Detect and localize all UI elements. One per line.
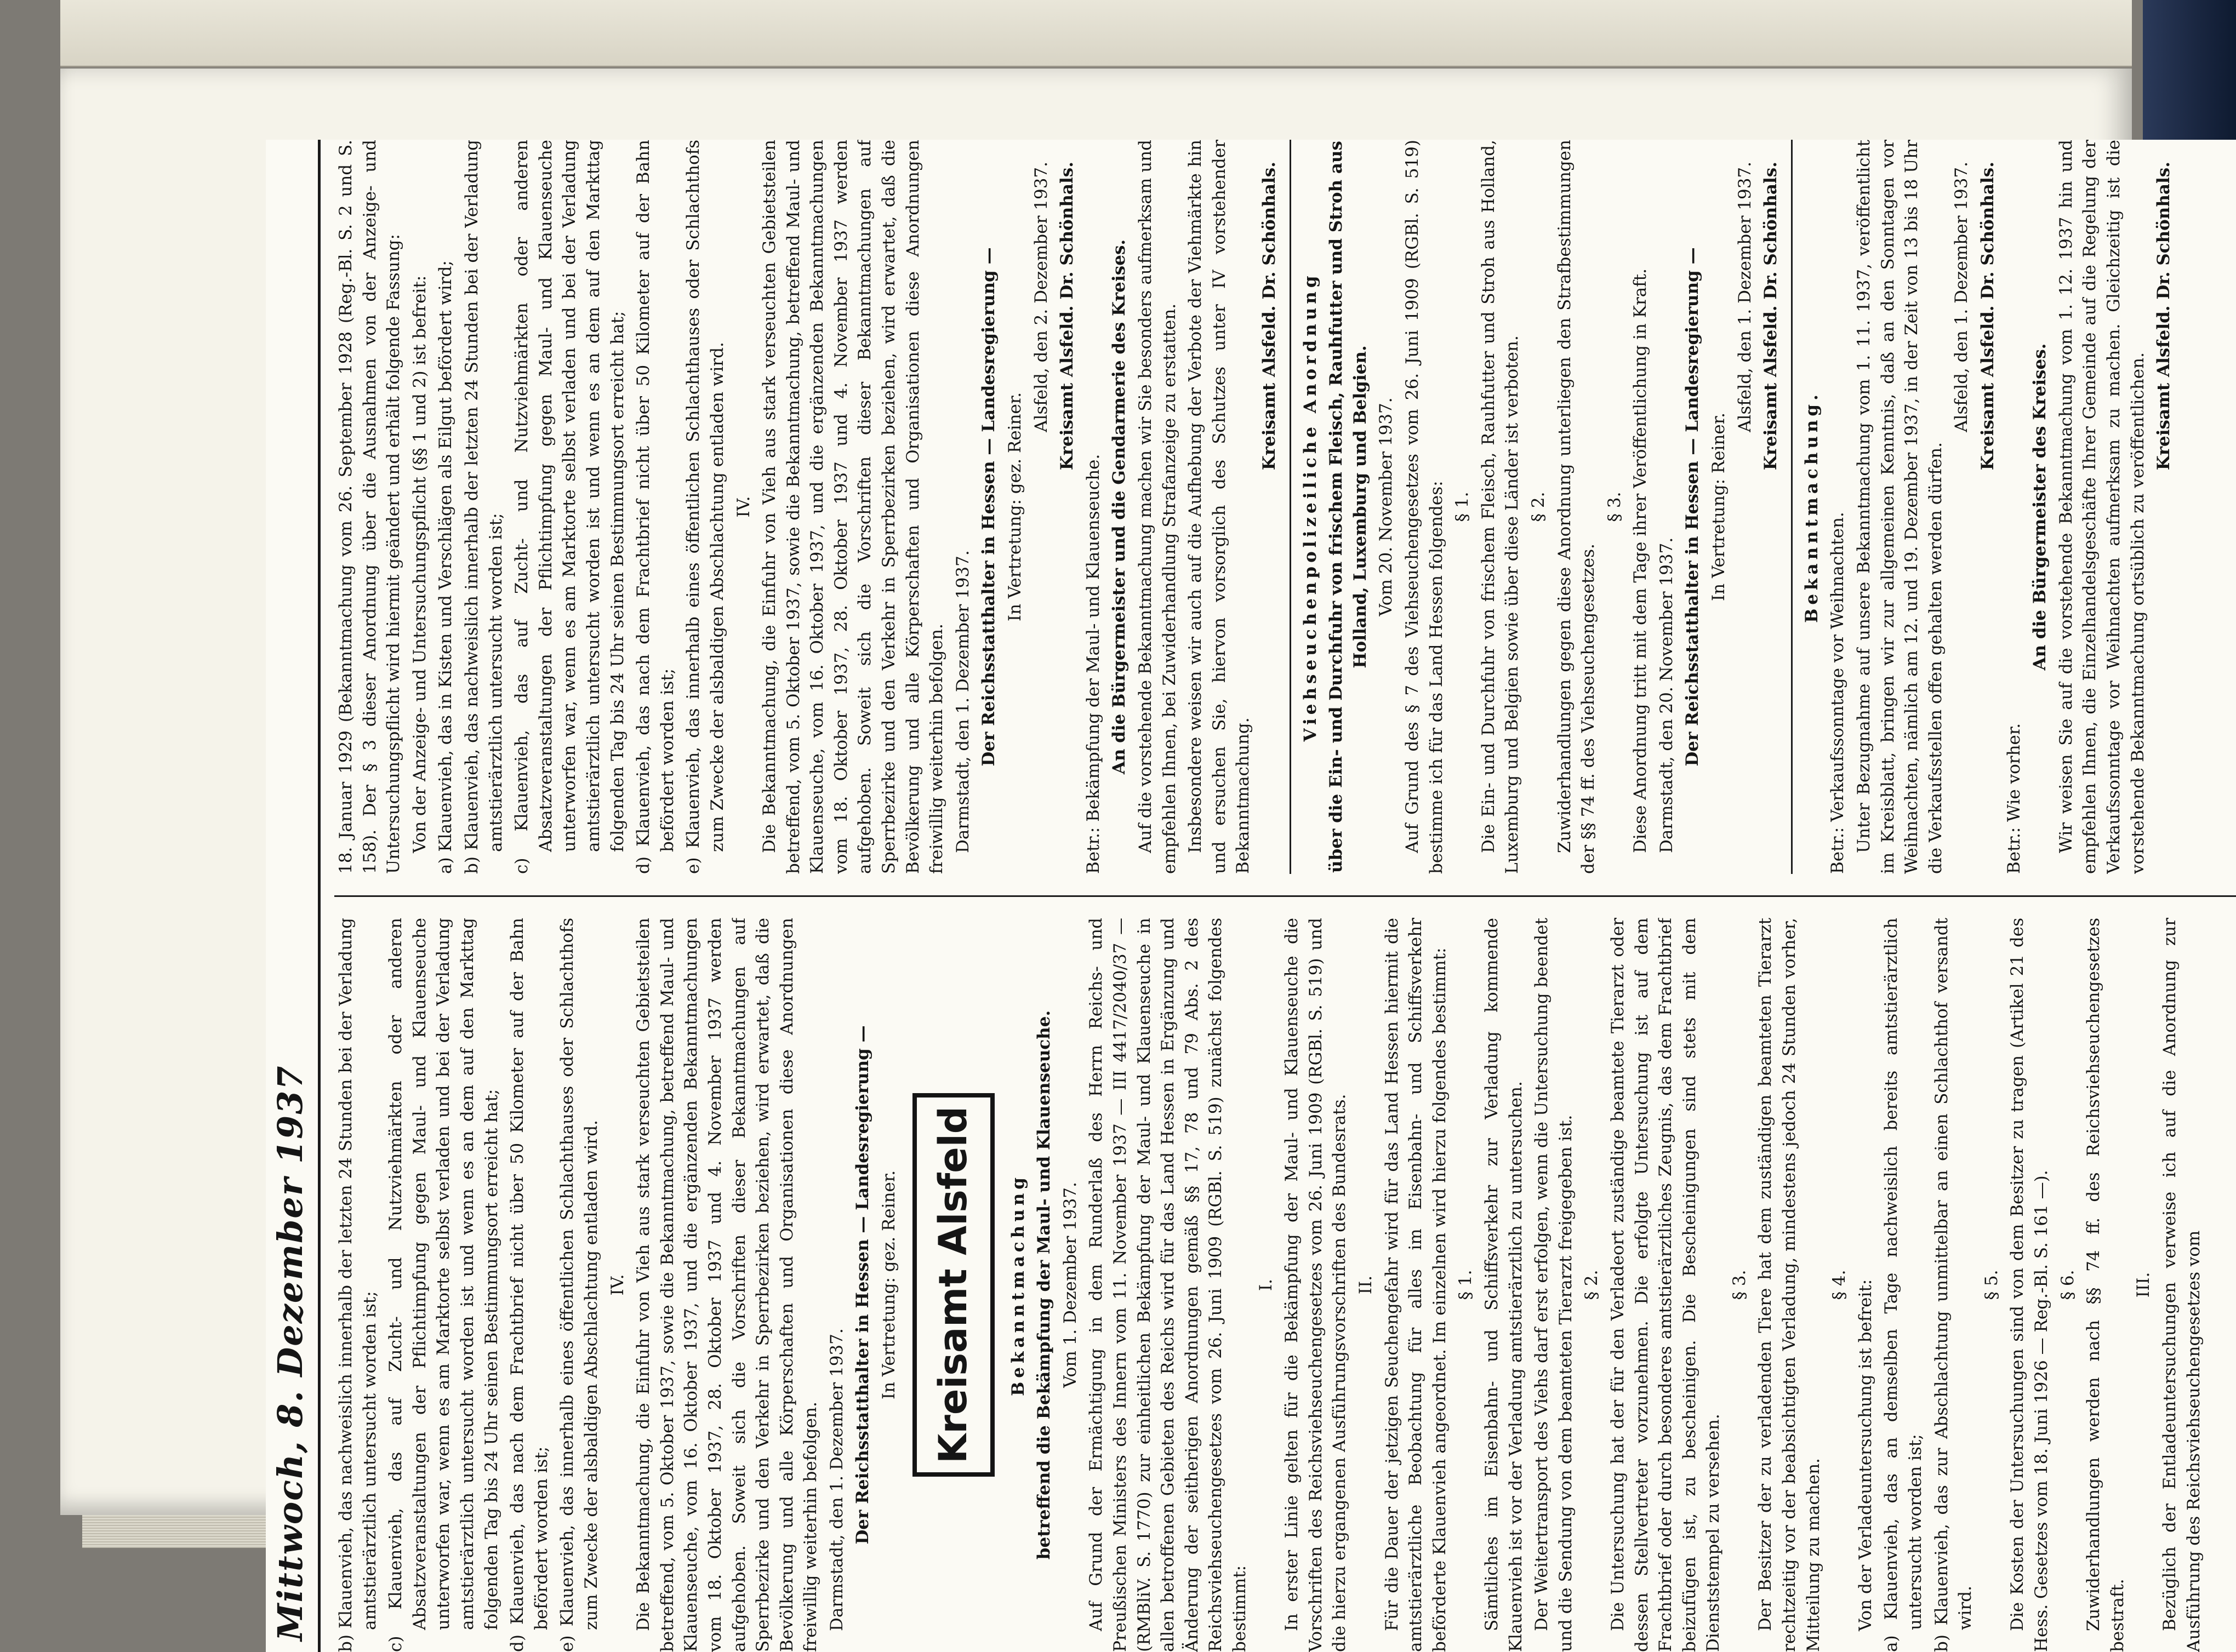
section-heading: Vom 20. November 1937. bbox=[1376, 397, 1396, 616]
section-heading: In Vertretung: Reiner. bbox=[1709, 412, 1729, 602]
notice-subtitle: Der Reichsstatthalter in Hessen — Landesregierung — bbox=[979, 247, 999, 767]
notice-subtitle: An die Bürgermeister des Kreises. bbox=[2030, 343, 2050, 671]
newspaper-page bbox=[266, 140, 2236, 1652]
section-heading: § 2. bbox=[1582, 1270, 1602, 1300]
paragraph: Sämtliches im Eisenbahn- und Schiffsverkehr zur Verladung kommende Klauenvieh ist vor der Verladung amtstierärztlich zu untersuchen. bbox=[1481, 918, 1526, 1652]
paragraph: Darmstadt, den 1. Dezember 1937. bbox=[952, 550, 973, 853]
section-heading: § 4. bbox=[1829, 1270, 1850, 1300]
notice-title: Bekanntmachung bbox=[1008, 1174, 1028, 1396]
section-rule bbox=[1791, 140, 1793, 874]
list-item: d) Klauenvieh, das nach dem Frachtbrief nicht über 50 Kilometer auf der Bahn befördert worden ist; bbox=[507, 918, 551, 1652]
paragraph: 18. Januar 1929 (Bekanntmachung vom 26. September 1928 (Reg.-Bl. S. 2 und S. 158). Der § 3 dieser Anordnung über die Ausnahmen von der Anzeige- und Untersuchungspflicht wird hiermit geändert und erhält folgende Fassung: bbox=[336, 140, 404, 874]
paragraph: Darmstadt, den 20. November 1937. bbox=[1656, 537, 1676, 853]
paragraph: Der Weitertransport des Viehs darf erst erfolgen, wenn die Untersuchung beendet und die Sendung von dem beamteten Tierarzt freigegeben ist. bbox=[1532, 918, 1576, 1652]
section-heading: § 3. bbox=[1729, 1270, 1749, 1300]
paragraph: Für die Dauer der jetzigen Seuchengefahr wird für das Land Hessen hiermit die amtstierärztliche Beobachtung für alles im Eisenbahn- und Schiffsverkehr beförderte Klauenvieh angeordnet. Im einzelnen wird hierzu folgendes bestimmt: bbox=[1382, 918, 1450, 1652]
page-header bbox=[266, 140, 321, 1652]
paragraph: Die Kosten der Untersuchungen sind von dem Besitzer zu tragen (Artikel 21 des Hess. Gesetzes vom 18. Juni 1926 — Reg.-Bl. S. 161 —). bbox=[2007, 918, 2051, 1652]
section-heading: § 2. bbox=[1528, 491, 1548, 522]
section-rule bbox=[1290, 140, 1291, 874]
paragraph: Auf Grund des § 7 des Viehseuchengesetzes vom 26. Juni 1909 (RGBl. S. 519) bestimme ich für das Land Hessen folgendes: bbox=[1402, 140, 1446, 874]
paragraph: Die Bekanntmachung, die Einfuhr von Vieh aus stark verseuchten Gebietsteilen betreffend, vom 5. Oktober 1937, sowie die Bekanntmachung, betreffend Maul- und Klauenseuche, vom 16. Oktober 1937, und die ergänzenden Bekanntmachungen vom 18. Oktober 1937, 28. Oktober 1937 und 4. November 1937 werden aufgehoben. Soweit sich die Vorschriften dieser Bekanntmachungen auf Sperrbezirke und den Verkehr in Sperrbezirken beziehen, wird erwartet, daß die Bevölkerung und alle Körperschaften und Organisationen diese Anordnungen freiwillig weiterhin befolgen. bbox=[634, 918, 821, 1652]
left-column bbox=[334, 918, 2236, 1652]
list-item: d) Klauenvieh, das nach dem Frachtbrief nicht über 50 Kilometer auf der Bahn befördert worden ist; bbox=[634, 140, 677, 874]
signature-authority: Kreisamt Alsfeld. Dr. Schönhals. bbox=[1761, 162, 1781, 471]
paragraph: Die Untersuchung hat der für den Verladeort zuständige beamtete Tierarzt oder dessen Stellvertreter vorzunehmen. Die erfolgte Untersuchung ist auf dem Frachtbrief oder durch besonderes amtstierärztliches Zeugnis, das dem Frachtbrief beizufügen ist, zu bescheinigen. Die Bescheinigungen sind stets mit dem Dienststempel zu versehen. bbox=[1607, 918, 1724, 1652]
paragraph: Auf Grund der Ermächtigung in dem Runderlaß des Herrn Reichs- und Preußischen Ministers des Innern vom 11. November 1937 — III 4417/2040/37 — (RMBliV. S. 1770) zur einheitlichen Bekämpfung der Maul- und Klauenseuche in allen betroffenen Gebieten des Reichs wird für das Land Hessen in Ergänzung und Änderung der seitherigen Anordnungen gemäß §§ 17, 78 und 79 Abs. 2 des Reichsviehseuchengesetzes vom 26. Juni 1909 (RGBl. S. 519) zunächst folgendes bestimmt: bbox=[1086, 918, 1250, 1652]
paragraph: Zuwiderhandlungen gegen diese Anordnung unterliegen den Strafbestimmungen der §§ 74 ff. des Viehseuchengesetzes. bbox=[1554, 140, 1599, 874]
signature-line: Alsfeld, den 2. Dezember 1937. bbox=[1031, 162, 1051, 432]
paragraph: Wir weisen Sie auf die vorstehende Bekanntmachung vom 1. 12. 1937 hin und empfehlen Ihnen, die Einzelhandelsgeschäfte Ihrer Gemeinde auf die Regelung der Verkaufssonntage vor Weihnachten aufmerksam zu machen. Gleichzeitig ist die vorstehende Bekanntmachung ortsüblich zu veröffentlichen. bbox=[2056, 140, 2148, 874]
authority-box-heading: Kreisamt Alsfeld bbox=[912, 1093, 995, 1477]
section-heading: § 1. bbox=[1456, 1270, 1476, 1300]
section-heading: II. bbox=[1355, 1275, 1376, 1295]
section-heading: In Vertretung: gez. Reiner. bbox=[1005, 392, 1025, 622]
signature-authority: Kreisamt Alsfeld. Dr. Schönhals. bbox=[1259, 162, 1279, 471]
notice-subtitle: betreffend die Bekämpfung der Maul- und Klauenseuche. bbox=[1034, 1010, 1054, 1560]
notice-subtitle: Der Reichsstatthalter in Hessen — Landesregierung — bbox=[853, 1025, 873, 1545]
paragraph: Unter Bezugnahme auf unsere Bekanntmachung vom 1. 11. 1937, veröffentlicht im Kreisblatt, bringen wir zur allgemeinen Kenntnis, daß an den Sonntagen vor Weihnachten, nämlich am 12. und 19. Dezember 1937, in der Zeit von 13 bis 18 Uhr die Verkaufsstellen offen gehalten werden dürfen. bbox=[1854, 140, 1946, 874]
paragraph: Von der Anzeige- und Untersuchungspflicht (§§ 1 und 2) ist befreit: bbox=[409, 275, 430, 853]
paragraph: Die Ein- und Durchfuhr von frischem Fleisch, Rauhfutter und Stroh aus Holland, Luxemburg und Belgien sowie über diese Länder ist verboten. bbox=[1478, 140, 1522, 874]
signature-authority: Kreisamt Alsfeld. Dr. Schönhals. bbox=[1057, 162, 1077, 471]
notice-subtitle: Der Reichsstatthalter in Hessen — Landesregierung — bbox=[1682, 247, 1703, 767]
list-item: a) Klauenvieh, das in Kisten und Verschlägen als Eilgut befördert wird; bbox=[436, 260, 456, 874]
paragraph: Zuwiderhandlungen werden nach §§ 74 ff. des Reichsviehseuchengesetzes bestraft. bbox=[2084, 918, 2127, 1652]
section-heading: § 6. bbox=[2057, 1270, 2078, 1300]
notice-title: Viehseuchenpolizeiliche Anordnung bbox=[1300, 272, 1320, 742]
list-item: e) Klauenvieh, das innerhalb eines öffentlichen Schlachthauses oder Schlachthofs zum Zwecke der alsbaldigen Abschlachtung entladen wird. bbox=[557, 918, 601, 1652]
list-item: a) Klauenvieh, das an demselben Tage nachweislich bereits amtstierärztlich untersucht worden ist; bbox=[1881, 918, 1926, 1652]
paragraph: Auf die vorstehende Bekanntmachung machen wir Sie besonders aufmerksam und empfehlen Ihnen, bei Zuwiderhandlung Strafanzeige zu erstatten. bbox=[1136, 140, 1179, 874]
list-item: b) Klauenvieh, das zur Abschlachtung unmittelbar an einen Schlachthof versandt wird. bbox=[1931, 918, 1976, 1652]
notice-subtitle: An die Bürgermeister und die Gendarmerie des Kreises. bbox=[1109, 239, 1130, 775]
signature-authority: Kreisamt Alsfeld. Dr. Schönhals. bbox=[2154, 162, 2174, 471]
paragraph: Insbesondere weisen wir auch auf die Aufhebung der Verbote der Viehmärkte hin und ersuchen Sie, hiervon vorsorglich des Schutzes unter IV vorstehender Bekanntmachung. bbox=[1185, 140, 1253, 874]
section-heading: § 5. bbox=[1981, 1270, 2001, 1300]
signature-line: Alsfeld, den 1. Dezember 1937. bbox=[1952, 162, 1972, 432]
paragraph: Diese Anordnung tritt mit dem Tage ihrer Veröffentlichung in Kraft. bbox=[1630, 268, 1651, 853]
list-item: b) Klauenvieh, das nachweislich innerhalb der letzten 24 Stunden bei der Verladung amtstierärztlich untersucht worden ist; bbox=[461, 140, 506, 874]
section-heading: I. bbox=[1256, 1278, 1276, 1291]
paragraph: Betr.: Verkaufssonntage vor Weihnachten. bbox=[1828, 512, 1848, 874]
header-date: Mittwoch, 8. Dezember 1937 bbox=[270, 1065, 310, 1641]
notice-subtitle: über die Ein- und Durchfuhr von frischem Fleisch, Rauhfutter und Stroh aus Holland, Luxemburg und Belgien. bbox=[1326, 141, 1370, 873]
list-item: c) Klauenvieh, das auf Zucht- und Nutzviehmärkten oder anderen Absatzveranstaltungen der Pflichtimpfung gegen Maul- und Klauenseuche unterworfen war, wenn es am Marktorte selbst verladen und bei der Verladung amtstierärztlich untersucht worden ist und wenn es an dem auf den Markttag folgenden Tag bis 24 Uhr seinen Bestimmungsort erreicht hat; bbox=[512, 140, 628, 874]
section-heading: Vom 1. Dezember 1937. bbox=[1060, 1182, 1080, 1388]
section-heading: IV. bbox=[733, 496, 754, 518]
signature-line: Alsfeld, den 1. Dezember 1937. bbox=[1735, 162, 1755, 432]
section-heading: III. bbox=[2134, 1272, 2154, 1298]
paragraph: In erster Linie gelten für die Bekämpfung der Maul- und Klauenseuche die Vorschriften des Reichsviehseuchengesetzes vom 26. Juni 1909 (RGBl. S. 519) und die hierzu ergangenen Ausführungsvorschriften des Bundesrats. bbox=[1282, 918, 1350, 1652]
paragraph: Betr.: Wie vorher. bbox=[2004, 723, 2024, 874]
right-column bbox=[334, 140, 2236, 874]
section-heading: § 1. bbox=[1452, 491, 1473, 522]
column-divider bbox=[334, 895, 2236, 897]
paragraph: Darmstadt, den 1. Dezember 1937. bbox=[826, 1328, 847, 1631]
list-item: c) Klauenvieh, das auf Zucht- und Nutzviehmärkten oder anderen Absatzveranstaltungen der Pflichtimpfung gegen Maul- und Klauenseuche unterworfen war, wenn es am Marktorte selbst verladen und bei der Verladung amtstierärztlich untersucht worden ist und wenn es an dem auf den Markttag folgenden Tag bis 24 Uhr seinen Bestimmungsort erreicht hat; bbox=[386, 918, 501, 1652]
section-heading: § 3. bbox=[1604, 491, 1624, 522]
book-top-page bbox=[60, 0, 2132, 67]
section-heading: IV. bbox=[607, 1274, 628, 1296]
list-item: e) Klauenvieh, das innerhalb eines öffentlichen Schlachthauses oder Schlachthofs zum Zwecke der alsbaldigen Abschlachtung entladen wird. bbox=[683, 140, 727, 874]
section-heading: In Vertretung: gez. Reiner. bbox=[879, 1170, 899, 1400]
signature-authority: Kreisamt Alsfeld. Dr. Schönhals. bbox=[1978, 162, 1998, 471]
paragraph: Von der Verladeuntersuchung ist befreit: bbox=[1855, 1279, 1875, 1631]
notice-title: Bekanntmachung. bbox=[1801, 391, 1822, 623]
paragraph: Die Bekanntmachung, die Einfuhr von Vieh aus stark verseuchten Gebietsteilen betreffend, vom 5. Oktober 1937, sowie die Bekanntmachung, betreffend Maul- und Klauenseuche, vom 16. Oktober 1937, und die ergänzenden Bekanntmachungen vom 18. Oktober 1937, 28. Oktober 1937 und 4. November 1937 werden aufgehoben. Soweit sich die Vorschriften dieser Bekanntmachungen auf Sperrbezirke und den Verkehr in Sperrbezirken beziehen, wird erwartet, daß die Bevölkerung und alle Körperschaften und Organisationen diese Anordnungen freiwillig weiterhin befolgen. bbox=[760, 140, 947, 874]
paragraph: Bezüglich der Entladeuntersuchungen verweise ich auf die Anordnung zur Ausführung des Reichsviehseuchengesetzes vom bbox=[2159, 918, 2204, 1652]
list-item: b) Klauenvieh, das nachweislich innerhalb der letzten 24 Stunden bei der Verladung amtstierärztlich untersucht worden ist; bbox=[336, 918, 380, 1652]
paragraph: Betr.: Bekämpfung der Maul- und Klauenseuche. bbox=[1083, 454, 1103, 874]
paragraph: Der Besitzer der zu verladenden Tiere hat dem zuständigen beamteten Tierarzt rechtzeitig vor der beabsichtigten Verladung, mindestens jedoch 24 Stunden vorher, Mitteilung zu machen. bbox=[1755, 918, 1823, 1652]
